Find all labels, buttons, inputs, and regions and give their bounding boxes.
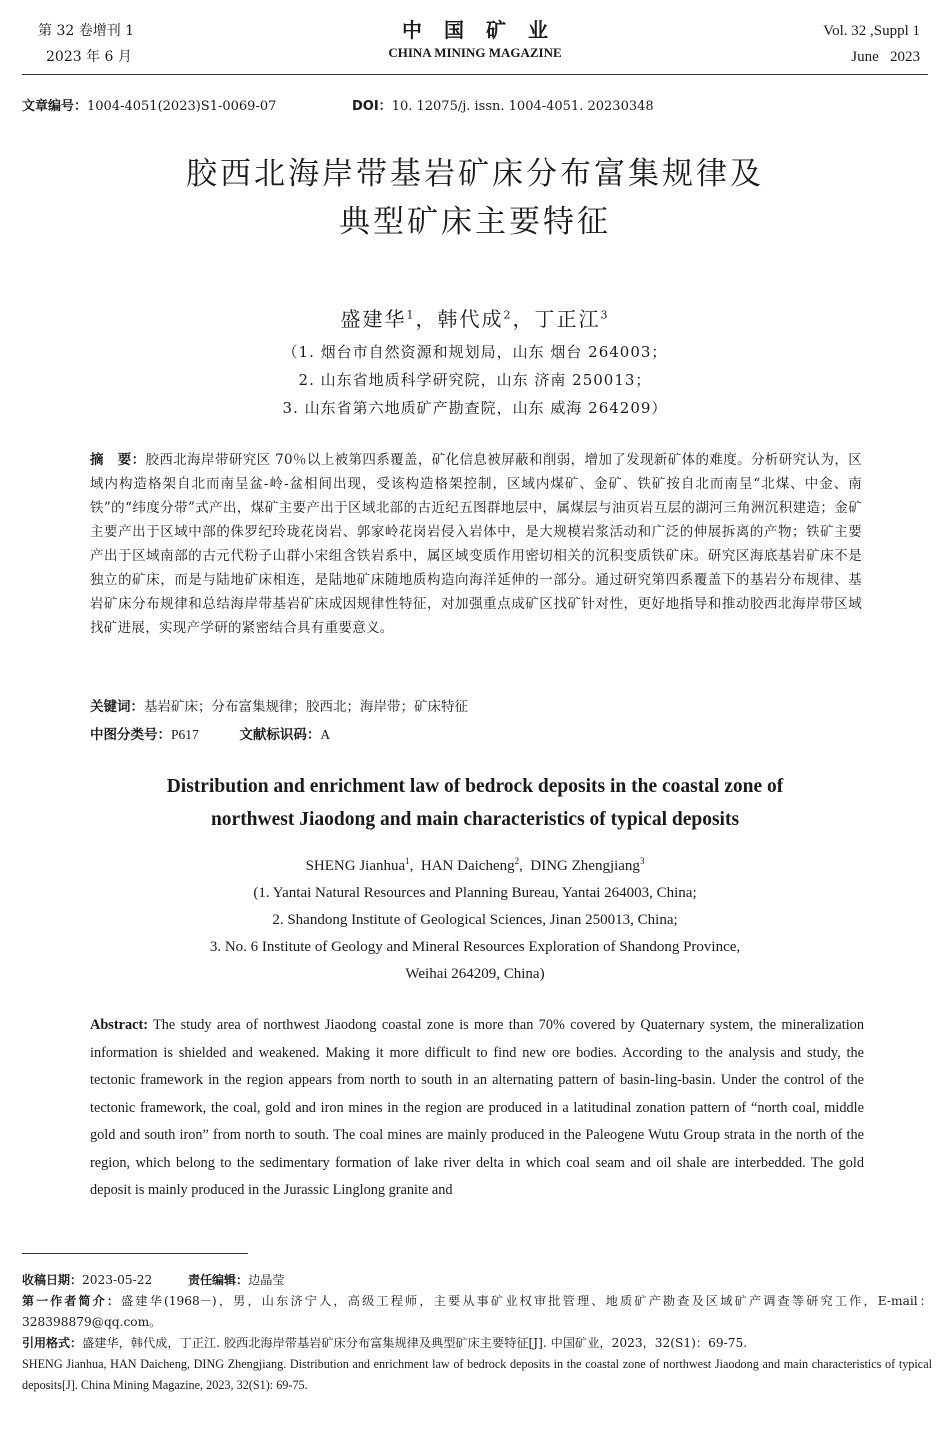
title-en-line: Distribution and enrichment law of bedrock deposits in the coastal zone of [166,776,784,797]
title-cn-line: 典型矿床主要特征 [339,204,611,240]
document-code-label: 文献标识码： [239,727,321,743]
footnote-divider [22,1253,248,1254]
affiliation-en: 2. Shandong Institute of Geological Sciences, Jinan 250013, China; [272,912,678,928]
author-name: 丁正江 [534,307,601,331]
citation-label: 引用格式： [22,1336,83,1350]
header-issue-en [823,18,920,70]
footnote [22,1270,932,1396]
author-name-en: HAN Daicheng [420,858,515,874]
journal-title-cn: 中国矿业 [402,18,570,42]
title-cn [0,150,950,246]
issue-cn: 第 32 卷增刊 1 [38,23,135,39]
affiliation-en: Weihai 264209, China) [405,966,545,982]
received-value: 2023-05-22 [82,1273,153,1287]
abstract-cn [90,448,862,640]
affiliations-en [0,880,950,988]
abstract-en-text: The study area of northwest Jiaodong coastal zone is more than 70% covered by Quaternary system, the mineralization information is shielded and weakened. Making it more difficult to find new ore bodies. According to the analysis and study, the tectonic framework in the region appears from north to south in an alternating pattern of basin-ling-basin. Under the control of the tectonic framework, the coal, gold and iron mines in the region are produced in a latitudinal zonation pattern of “north coal, middle gold and south iron” from north to south. The coal mines are mainly produced in the Paleogene Wutu Group strata in the north of the region, which belong to the sedimentary formation of lake river delta in which coal seam and oil shale are interbedded. The gold deposit is mainly produced in the Jurassic Linglong granite and [90,1017,864,1198]
doi [352,95,654,114]
author-bio [22,1291,932,1333]
article-number-value: 1004-4051(2023)S1-0069-07 [87,99,277,114]
title-en [0,770,950,836]
keywords-cn [90,695,468,715]
author-sup-en: 1 [405,856,410,866]
affiliations-cn [0,338,950,422]
journal-masthead [0,16,950,62]
keywords-cn-text: 基岩矿床；分布富集规律；胶西北；海岸带；矿床特征 [144,699,468,715]
authors-cn: 盛建华$^1$，韩代成$^2$，丁正江$^3$ [340,307,610,331]
clc-value: P617 [171,727,199,742]
issue-en: Vol. 32 ,Suppl 1 [823,23,920,39]
author-name: 韩代成 [437,307,504,331]
author-sup-en: 3 [639,856,645,866]
editor-value: 边晶莹 [248,1273,285,1287]
citation-en: SHENG Jianhua, HAN Daicheng, DING Zhengjiang. Distribution and enrichment law of bedrock deposits in the coastal zone of northwest Jiaodong and main characteristics of typical deposits[J]. China Mining Magazine, 2023, 32(S1): 69-75. [22,1357,932,1392]
author-bio-text: 盛建华(1968－)，男，山东济宁人，高级工程师，主要从事矿业权审批管理、地质矿产勘查及区域矿产调查等研究工作，E-mail：328398879@qq.com。 [22,1294,932,1329]
received-line [22,1270,932,1291]
classification-cn [90,723,330,743]
editor-label: 责任编辑： [188,1273,249,1287]
citation-cn [22,1333,932,1354]
abstract-cn-text: 胶西北海岸带研究区 70％以上被第四系覆盖，矿化信息被屏蔽和削弱，增加了发现新矿体的难度。分析研究认为，区域内构造格架自北而南呈盆-岭-盆相间出现，受该构造格架控制，区域内煤矿、金矿、铁矿按自北而南呈“北煤、中金、南铁”的“纬度分带”式产出，煤矿主要产出于区域北部的古近纪五图群地层中，属煤层与油页岩互层的湖河三角洲沉积建造；金矿主要产出于区域中部的侏罗纪玲珑花岗岩、郭家岭花岗岩侵入岩体中，是大规模岩浆活动和广泛的伸展拆离的产物；铁矿主要产出于区域南部的古元代粉子山群小宋组含铁岩系中，属区域变质作用密切相关的沉积变质铁矿床。研究区海底基岩矿床不是独立的矿床，而是与陆地矿床相连，是陆地矿床随地质构造向海洋延伸的一部分。通过研究第四系覆盖下的基岩分布规律、基岩矿床分布规律和总结海岸带基岩矿床成因规律性特征，对加强重点成矿区找矿针对性，更好地指导和推动胶西北海岸带区域找矿进展，实现产学研的紧密结合具有重要意义。 [90,452,862,636]
author-sup: 2 [503,308,513,322]
article-number-label: 文章编号： [22,99,88,114]
title-cn-line: 胶西北海岸带基岩矿床分布富集规律及 [186,156,764,192]
journal-title-en: CHINA MINING MAGAZINE [388,45,562,60]
abstract-cn-label: 摘 要： [90,452,146,468]
keywords-cn-label: 关键词： [90,699,144,715]
doi-value: 10. 12075/j. issn. 1004-4051. 20230348 [391,99,654,114]
document-code-value: A [320,727,331,742]
affiliation-cn: 3. 山东省第六地质矿产勘查院，山东 威海 264209） [282,399,668,417]
authors-en: SHENG Jianhua$^1$, HAN Daicheng$^2$, DING Zhengjiang$^3$ [305,856,645,874]
author-sup: 3 [600,308,610,322]
citation-cn-text: 盛建华，韩代成，丁正江. 胶西北海岸带基岩矿床分布富集规律及典型矿床主要特征[J]. 中国矿业，2023，32(S1)：69-75. [82,1336,748,1350]
author-name-en: DING Zhengjiang [530,858,640,874]
received-label: 收稿日期： [22,1273,83,1287]
clc-label: 中图分类号： [90,727,171,743]
affiliation-cn: （1. 烟台市自然资源和规划局，山东 烟台 264003； [282,343,668,361]
abstract-en-label: Abstract: [90,1017,148,1033]
doi-label: DOI： [352,99,392,114]
abstract-en [90,1012,864,1205]
author-name: 盛建华 [340,307,407,331]
date-cn: 2023 年 6 月 [46,49,132,65]
header-divider [22,74,928,75]
affiliation-en: (1. Yantai Natural Resources and Planning Bureau, Yantai 264003, China; [253,885,697,901]
author-sup: 1 [406,308,416,322]
title-en-line: northwest Jiaodong and main characteristics of typical deposits [210,809,740,830]
author-sup-en: 2 [514,856,520,866]
article-number [22,95,276,114]
date-en: June 2023 [851,49,920,65]
affiliation-cn: 2. 山东省地质科学研究院，山东 济南 250013； [298,371,652,389]
author-name-en: SHENG Jianhua [305,858,406,874]
affiliation-en: 3. No. 6 Institute of Geology and Mineral Resources Exploration of Shandong Province, [209,939,741,955]
author-bio-label: 第一作者简介： [22,1294,121,1308]
